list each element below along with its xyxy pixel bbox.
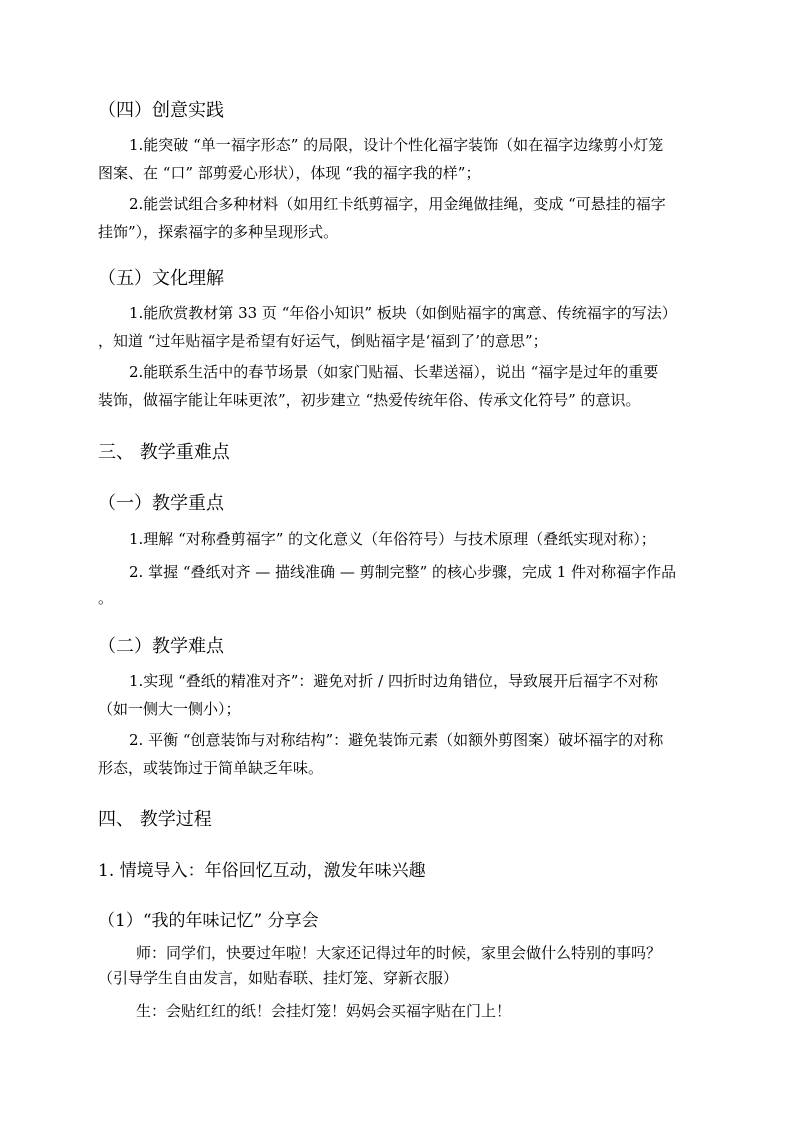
paragraph-line: 1.理解 “对称叠剪福字” 的文化意义（年俗符号）与技术原理（叠纸实现对称）；	[129, 530, 656, 548]
part-heading-key-points: 三、 教学重难点	[98, 442, 230, 463]
sub-step-heading: （1）“我的年味记忆” 分享会	[98, 911, 319, 931]
teacher-dialogue-line: 师：同学们，快要过年啦！大家还记得过年的时候，家里会做什么特别的事吗？	[136, 944, 662, 962]
paragraph-line: 装饰，做福字能让年味更浓”，初步建立 “热爱传统年俗、传承文化符号” 的意识。	[98, 391, 641, 409]
paragraph-line: 2. 掌握 “叠纸对齐 — 描线准确 — 剪制完整” 的核心步骤，完成 1 件对称福字作品	[129, 563, 677, 581]
paragraph-line: 2.能尝试组合多种材料（如用红卡纸剪福字，用金绳做挂绳，变成 “可悬挂的福字	[129, 195, 666, 213]
paragraph-line: 1.能突破 “单一福字形态” 的局限，设计个性化福字装饰（如在福字边缘剪小灯笼	[129, 136, 664, 154]
paragraph-line: 。	[98, 589, 114, 607]
section-heading-creative-practice: （四）创意实践	[98, 100, 224, 121]
paragraph-line: 1.实现 “叠纸的精准对齐”：避免对折 / 四折时边角错位，导致展开后福字不对称	[129, 672, 659, 690]
section-heading-cultural-understanding: （五）文化理解	[98, 268, 224, 289]
section-heading-teaching-difficulty: （二）教学难点	[98, 636, 224, 657]
step-heading: 1. 情境导入：年俗回忆互动，激发年味兴趣	[98, 861, 426, 881]
paragraph-line: 2. 平衡 “创意装饰与对称结构”：避免装饰元素（如额外剪图案）破坏福字的对称	[129, 731, 664, 749]
paragraph-line: 图案、在 “口” 部剪爱心形状），体现 “我的福字我的样”；	[98, 164, 481, 182]
paragraph-line: 2.能联系生活中的春节场景（如家门贴福、长辈送福），说出 “福字是过年的重要	[129, 363, 659, 381]
teacher-dialogue-line: （引导学生自由发言，如贴春联、挂灯笼、穿新衣服）	[98, 969, 459, 987]
paragraph-line: 1.能欣赏教材第 33 页 “年俗小知识” 板块（如倒贴福字的寓意、传统福字的写法）	[129, 304, 677, 322]
paragraph-line: ，知道 “过年贴福字是希望有好运气，倒贴福字是‘福到了’的意思”；	[98, 332, 548, 350]
part-heading-teaching-process: 四、 教学过程	[98, 809, 212, 830]
student-dialogue-line: 生：会贴红红的纸！会挂灯笼！妈妈会买福字贴在门上！	[136, 1002, 512, 1020]
paragraph-line: 形态，或装饰过于简单缺乏年味。	[98, 759, 324, 777]
paragraph-line: 挂饰”），探索福字的多种呈现形式。	[98, 223, 339, 241]
paragraph-line: （如一侧大一侧小）；	[98, 700, 241, 718]
section-heading-teaching-focus: （一）教学重点	[98, 493, 224, 514]
